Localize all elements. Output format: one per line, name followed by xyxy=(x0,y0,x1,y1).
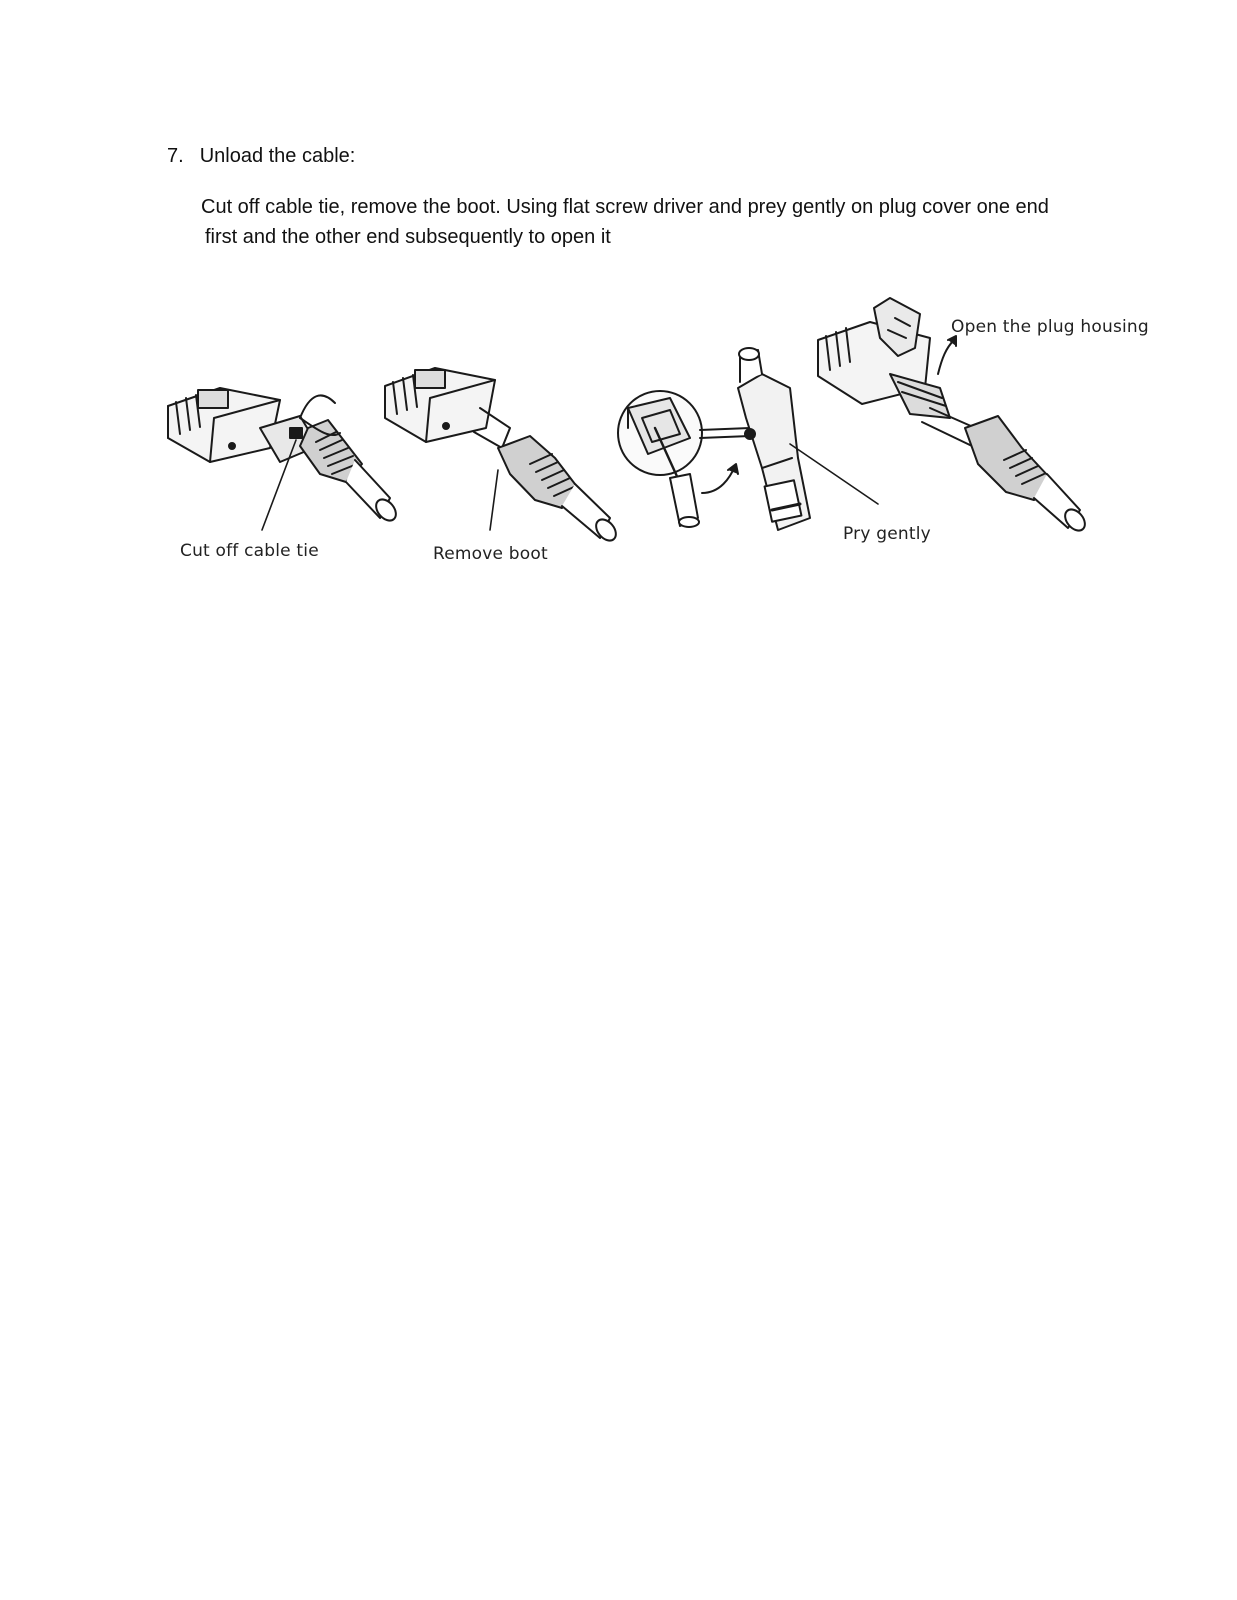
instruction-line-1: Cut off cable tie, remove the boot. Using flat screw driver and prey gently on plug cover one end xyxy=(201,196,1049,218)
caption-cut-tie: Cut off cable tie xyxy=(180,541,319,561)
step-heading xyxy=(167,142,355,170)
unload-cable-illustration xyxy=(150,278,1149,583)
caption-pry-gently: Pry gently xyxy=(843,524,931,544)
connector-boot-removed xyxy=(385,368,620,544)
instruction-line-2: first and the other end subsequently to open it xyxy=(205,226,611,248)
connector-with-cable-tie xyxy=(168,388,400,530)
step-title: Unload the cable: xyxy=(199,145,356,167)
caption-remove-boot: Remove boot xyxy=(433,544,548,564)
instruction-paragraph xyxy=(201,192,1101,252)
step-number: 7. xyxy=(167,145,184,167)
caption-open-housing: Open the plug housing xyxy=(951,317,1149,337)
